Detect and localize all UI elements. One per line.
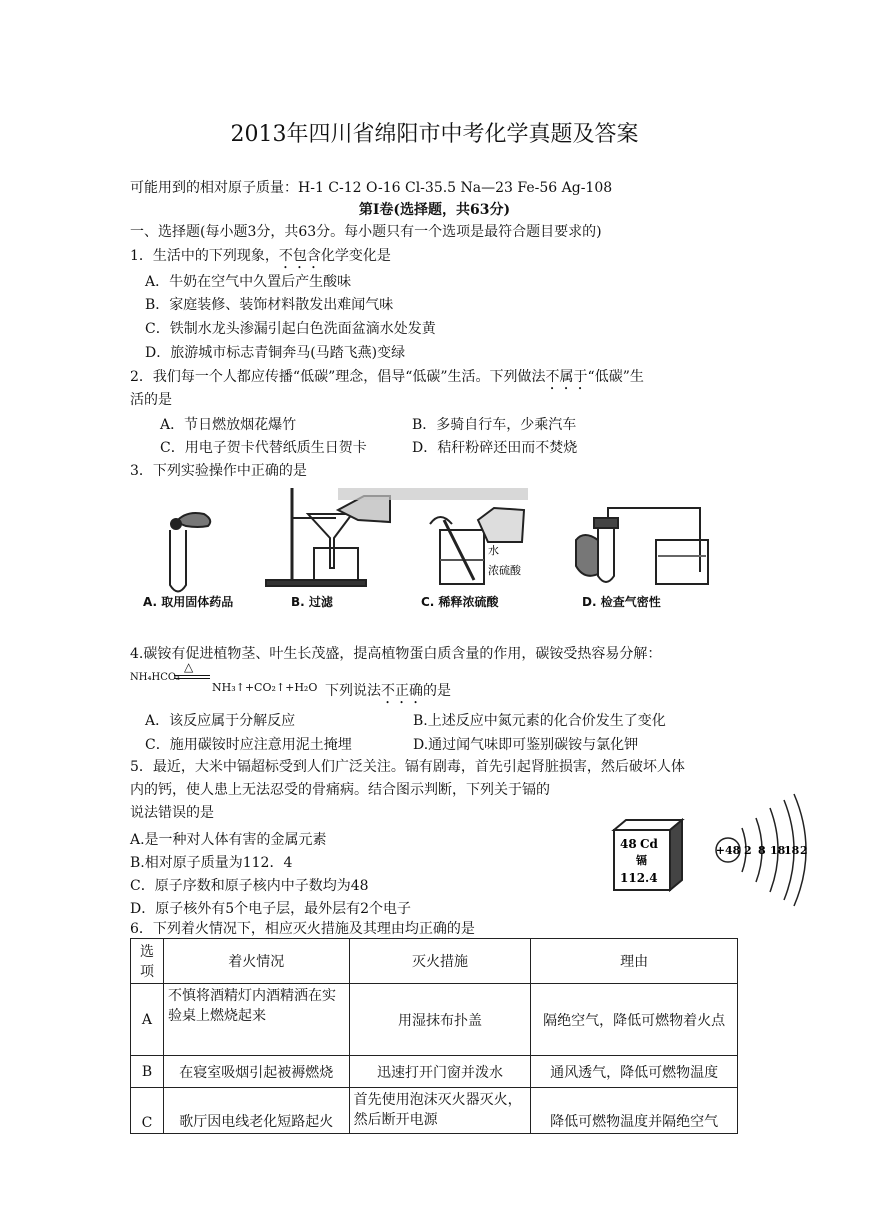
shell-1: 2 (744, 844, 752, 857)
nucleus-charge: +48 (715, 844, 741, 857)
q1-stem-a: 1．生活中的下列现象， (130, 248, 279, 264)
caption-a: A. 取用固体药品 (143, 595, 234, 609)
row-a-measure: 用湿抹布扑盖 (349, 984, 531, 1056)
row-b-measure: 迅速打开门窗并泼水 (349, 1056, 531, 1088)
q2-stem-a: 2．我们每一个人都应传播“低碳”理念，倡导“低碳”生活。下列做法 (130, 369, 546, 385)
q5-option-b: B.相对原子质量为112．4 (130, 855, 293, 871)
q2-stem-emphasis: 不属于 (545, 369, 588, 385)
q1-option-b: B．家庭装修、装饰材料散发出难闻气味 (145, 297, 394, 313)
atomic-mass-line: 可能用到的相对原子质量：H-1 C-12 O-16 Cl-35.5 Na—23 Fe-56 Ag-108 (130, 180, 613, 196)
q4-option-c: C．施用碳铵时应注意用泥土掩埋 (145, 737, 352, 753)
element-mass: 112.4 (620, 871, 658, 885)
document-title: 2013年四川省绵阳市中考化学真题及答案 (230, 122, 639, 147)
row-b-option: B (131, 1056, 164, 1088)
q2-stem (130, 366, 644, 393)
q1-option-d: D．旅游城市标志青铜奔马(马踏飞燕)变绿 (145, 345, 406, 361)
figure-b-filtration (266, 488, 390, 586)
header-case: 着火情况 (163, 939, 349, 984)
q1-stem (130, 245, 391, 272)
q2-option-a: A．节日燃放烟花爆竹 (160, 417, 297, 433)
q5-line2: 内的钙，使人患上无法忍受的骨痛病。结合图示判断，下列关于镉的 (130, 782, 550, 798)
header-measure: 灭火措施 (349, 939, 531, 984)
header-reason: 理由 (531, 939, 738, 984)
q4-tail-emphasis: 不正确 (381, 683, 423, 699)
cadmium-element-card (610, 818, 686, 892)
q5-option-d: D．原子核外有5个电子层，最外层有2个电子 (130, 901, 412, 917)
cadmium-atom-structure (712, 790, 812, 910)
row-c-reason: 降低可燃物温度并隔绝空气 (531, 1088, 738, 1134)
shell-5: 2 (800, 844, 808, 857)
q2-stem-line2: 活的是 (130, 392, 172, 408)
row-b-reason: 通风透气，降低可燃物温度 (531, 1056, 738, 1088)
q4-reactant: NH₄HCO₃ (130, 672, 181, 683)
shell-2: 8 (758, 844, 766, 857)
q1-option-a: A．牛奶在空气中久置后产生酸味 (145, 274, 352, 290)
q2-stem-b: “低碳”生 (587, 369, 644, 385)
q2-option-d: D．秸秆粉碎还田而不焚烧 (412, 440, 578, 456)
row-a-option: A (131, 984, 164, 1056)
q4-heat-symbol: △ (184, 660, 194, 674)
table-header-row (131, 939, 738, 984)
q1-option-c: C．铁制水龙头渗漏引起白色洗面盆滴水处发黄 (145, 321, 436, 337)
caption-b: B. 过滤 (291, 595, 333, 609)
q4-option-b: B.上述反应中氮元素的化合价发生了变化 (413, 713, 666, 729)
instruction-line: 一、选择题(每小题3分，共63分。每小题只有一个选项是最符合题目要求的) (130, 224, 602, 240)
q5-line1: 5．最近，大米中镉超标受到人们广泛关注。镉有剧毒，首先引起肾脏损害，然后破坏人体 (130, 759, 685, 775)
shell-4: 18 (784, 844, 800, 857)
element-symbol: Cd (640, 837, 658, 851)
q4-stem: 4.碳铵有促进植物茎、叶生长茂盛，提高植物蛋白质含量的作用，碳铵受热容易分解： (130, 646, 662, 662)
figure-a-test-tube (170, 513, 210, 592)
section-title: 第Ⅰ卷(选择题，共63分) (358, 202, 511, 218)
figure-watermark (338, 488, 528, 500)
q4-option-a: A．该反应属于分解反应 (145, 713, 296, 729)
q6-stem: 6．下列着火情况下，相应灭火措施及其理由均正确的是 (130, 921, 475, 937)
q3-stem: 3．下列实验操作中正确的是 (130, 463, 307, 479)
row-b-case: 在寝室吸烟引起被褥燃烧 (163, 1056, 349, 1088)
label-acid: 浓硫酸 (488, 564, 521, 577)
shell-3: 18 (770, 844, 786, 857)
row-c-case: 歌厅因电线老化短路起火 (163, 1088, 349, 1134)
caption-c: C. 稀释浓硫酸 (421, 595, 499, 609)
label-water: 水 (488, 544, 499, 557)
table-row (131, 984, 738, 1056)
q5-option-c: C．原子序数和原子核内中子数均为48 (130, 878, 369, 894)
table-row (131, 1056, 738, 1088)
element-name: 镉 (636, 854, 647, 867)
fire-table (130, 938, 738, 1134)
q5-option-a: A.是一种对人体有害的金属元素 (130, 832, 327, 848)
row-a-reason: 隔绝空气，降低可燃物着火点 (531, 984, 738, 1056)
header-option: 选项 (131, 939, 164, 984)
q1-stem-b: 化学变化是 (320, 248, 391, 264)
row-a-case: 不慎将酒精灯内酒精洒在实验桌上燃烧起来 (163, 984, 349, 1056)
q4-tail-a: 下列说法 (325, 683, 381, 699)
q4-equals-sign (174, 675, 210, 679)
q2-option-b: B．多骑自行车，少乘汽车 (412, 417, 577, 433)
q2-option-c: C．用电子贺卡代替纸质生日贺卡 (160, 440, 367, 456)
figure-d-airtightness (576, 508, 708, 584)
q4-tail-b: 的是 (423, 683, 451, 699)
row-c-option: C (131, 1088, 164, 1134)
q5-line3: 说法错误的是 (130, 805, 214, 821)
q4-products: NH₃↑+CO₂↑+H₂O (212, 681, 318, 694)
caption-d: D. 检查气密性 (582, 595, 661, 609)
row-c-measure: 首先使用泡沫灭火器灭火，然后断开电源 (349, 1088, 531, 1134)
q4-tail (325, 680, 451, 707)
table-row (131, 1088, 738, 1134)
element-number: 48 (620, 837, 637, 851)
q4-option-d: D.通过闻气味即可鉴别碳铵与氯化钾 (413, 737, 639, 753)
q1-stem-emphasis: 不包含 (278, 248, 321, 264)
